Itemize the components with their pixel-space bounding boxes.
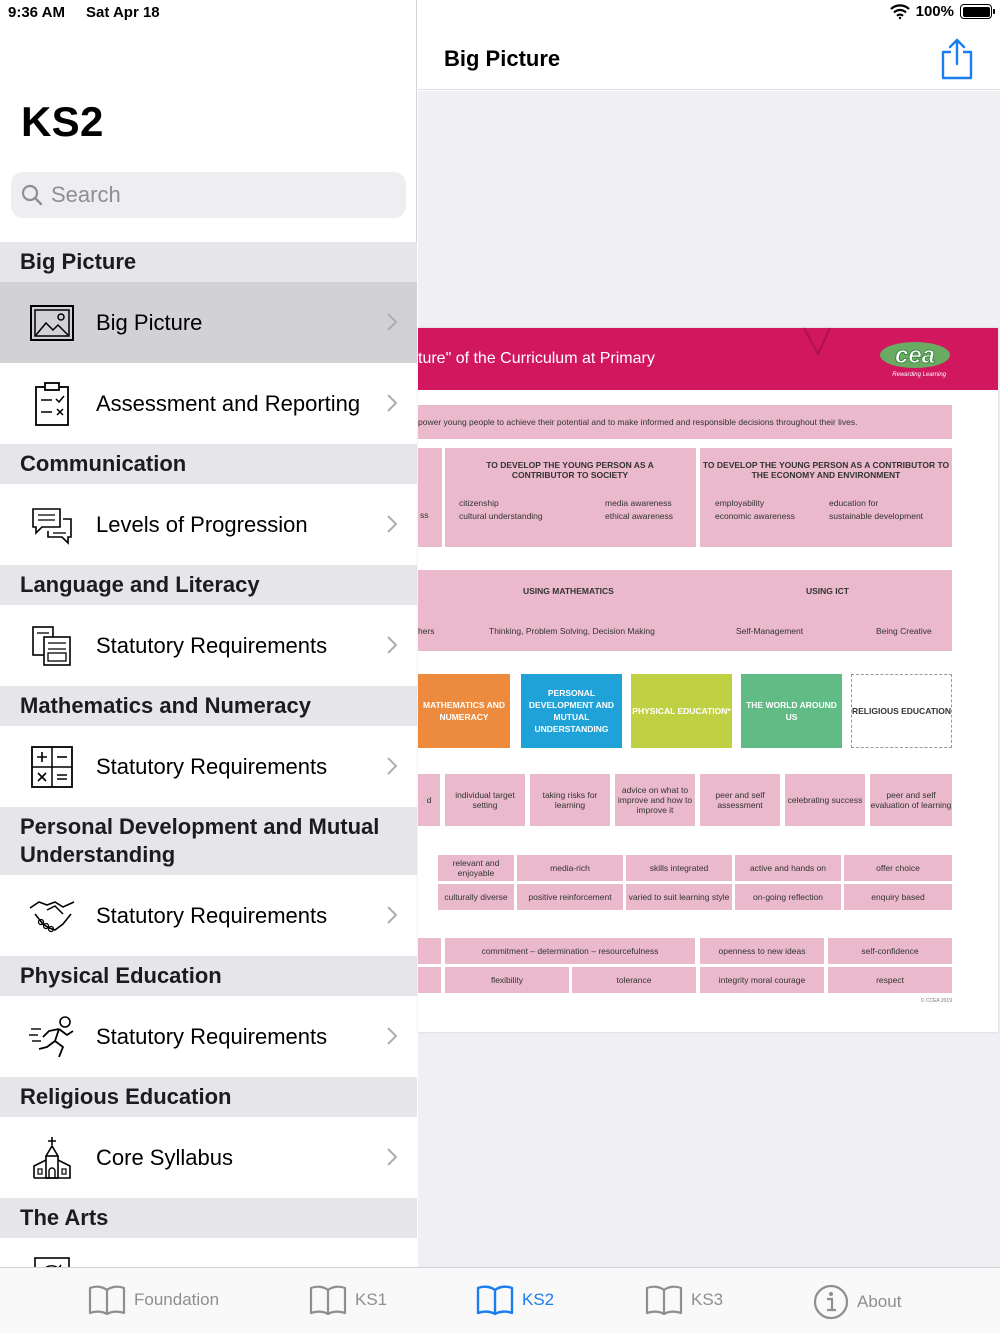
chevron-right-icon bbox=[385, 312, 399, 332]
header-decoration-icon bbox=[800, 328, 840, 356]
learning-item: offer choice bbox=[844, 855, 952, 881]
detail-nav-bar bbox=[418, 26, 1000, 90]
tab-bar bbox=[0, 1267, 1000, 1333]
search-input[interactable] bbox=[51, 182, 381, 208]
tab-label: KS1 bbox=[355, 1290, 388, 1309]
assessment-item: peer and self evaluation of learning bbox=[870, 774, 952, 826]
assessment-item: peer and self assessment bbox=[700, 774, 780, 826]
sidebar-item-label: Statutory Requirements bbox=[96, 632, 328, 658]
speech-bubbles-icon bbox=[30, 503, 74, 547]
sidebar-title: KS2 bbox=[21, 98, 104, 145]
sidebar-item-label: Statutory Requirements bbox=[96, 753, 328, 779]
attitude-frag-box bbox=[418, 967, 441, 993]
section-header-mathematics-and-numeracy: Mathematics and Numeracy bbox=[0, 686, 417, 726]
sidebar-item-maths-statutory-requirements[interactable] bbox=[0, 726, 417, 807]
sidebar-item-pe-statutory-requirements[interactable] bbox=[0, 996, 417, 1077]
sidebar bbox=[0, 0, 417, 1267]
learning-item: culturally diverse bbox=[438, 884, 514, 910]
skill-using-maths: USING MATHEMATICS bbox=[523, 586, 614, 596]
section-header-big-picture: Big Picture bbox=[0, 242, 417, 282]
attitude-item: commitment – determination – resourcefulness bbox=[445, 938, 695, 964]
books-icon bbox=[30, 624, 74, 668]
sidebar-item-label: Assessment and Reporting bbox=[96, 390, 361, 416]
sidebar-item-label: Statutory Requirements bbox=[96, 1023, 328, 1049]
sidebar-item-assessment-and-reporting[interactable] bbox=[0, 363, 417, 444]
big-picture-poster[interactable] bbox=[418, 328, 998, 1032]
sidebar-item-label: Big Picture bbox=[96, 309, 203, 335]
skill-using-ict: USING ICT bbox=[806, 586, 849, 596]
attitude-item: self-confidence bbox=[828, 938, 952, 964]
learning-item: enquiry based bbox=[844, 884, 952, 910]
chevron-right-icon bbox=[385, 514, 399, 534]
subject-pdmu: PERSONAL DEVELOPMENT AND MUTUAL UNDERSTANDING bbox=[521, 674, 622, 748]
chevron-right-icon bbox=[385, 393, 399, 413]
tab-ks1[interactable] bbox=[309, 1284, 387, 1316]
book-icon bbox=[476, 1284, 514, 1316]
section-header-the-arts: The Arts bbox=[0, 1198, 417, 1238]
tab-ks3[interactable] bbox=[645, 1284, 723, 1316]
objective-3-item: employability bbox=[715, 498, 765, 508]
battery-percent: 100% bbox=[915, 3, 954, 20]
chevron-right-icon bbox=[385, 1147, 399, 1167]
tab-label: KS3 bbox=[691, 1290, 724, 1309]
attitude-item: respect bbox=[828, 967, 952, 993]
cea-logo bbox=[878, 339, 952, 371]
runner-icon bbox=[30, 1015, 74, 1059]
church-icon bbox=[30, 1136, 74, 1180]
attitude-item: openness to new ideas bbox=[700, 938, 824, 964]
attitude-frag-box bbox=[418, 938, 441, 964]
tab-ks2[interactable] bbox=[476, 1284, 554, 1316]
poster-copyright: © CCEA 2019 bbox=[920, 998, 952, 1004]
objective-1-box bbox=[418, 448, 442, 547]
objective-3-title: TO DEVELOP THE YOUNG PERSON AS A CONTRIBUTOR TO THE ECONOMY AND ENVIRONMENT bbox=[702, 460, 950, 480]
attitude-item: tolerance bbox=[572, 967, 696, 993]
book-icon bbox=[309, 1284, 347, 1316]
clipboard-icon bbox=[30, 382, 74, 426]
subject-religious-education: RELIGIOUS EDUCATION bbox=[851, 674, 952, 748]
learning-item: on-going reflection bbox=[735, 884, 841, 910]
status-date: Sat Apr 18 bbox=[86, 4, 160, 21]
learning-item: active and hands on bbox=[735, 855, 841, 881]
skills-box bbox=[418, 570, 952, 651]
section-header-language-and-literacy: Language and Literacy bbox=[0, 565, 417, 605]
cea-logo-text: cea bbox=[894, 342, 936, 369]
book-icon bbox=[645, 1284, 683, 1316]
objective-3-item: education for bbox=[829, 498, 879, 508]
image-icon bbox=[30, 301, 74, 345]
section-header-religious-education: Religious Education bbox=[0, 1077, 417, 1117]
info-icon bbox=[813, 1284, 849, 1320]
chevron-right-icon bbox=[385, 635, 399, 655]
tab-foundation[interactable] bbox=[88, 1284, 219, 1316]
detail-title: Big Picture bbox=[444, 46, 561, 71]
sidebar-item-label: Statutory Requirements bbox=[96, 902, 328, 928]
learning-item: positive reinforcement bbox=[517, 884, 623, 910]
assessment-item: advice on what to improve and how to improve it bbox=[615, 774, 695, 826]
chevron-right-icon bbox=[385, 756, 399, 776]
share-icon[interactable] bbox=[940, 38, 974, 80]
tab-label: About bbox=[857, 1292, 902, 1311]
sidebar-item-levels-of-progression[interactable] bbox=[0, 484, 417, 565]
status-indicators bbox=[890, 3, 992, 20]
calculator-icon bbox=[30, 745, 74, 789]
sidebar-item-pdmu-statutory-requirements[interactable] bbox=[0, 875, 417, 956]
skill-thinking: Thinking, Problem Solving, Decision Making bbox=[489, 626, 655, 636]
assessment-item: celebrating success bbox=[785, 774, 865, 826]
chevron-right-icon bbox=[385, 1026, 399, 1046]
learning-item: varied to suit learning style bbox=[626, 884, 732, 910]
cea-tagline: Rewarding Learning bbox=[892, 372, 946, 378]
sidebar-item-big-picture[interactable] bbox=[0, 282, 417, 363]
search-icon bbox=[21, 184, 43, 206]
book-icon bbox=[88, 1284, 126, 1316]
objective-2-item: citizenship bbox=[459, 498, 499, 508]
assessment-item: taking risks for learning bbox=[530, 774, 610, 826]
assessment-item: d bbox=[418, 774, 440, 826]
sidebar-list bbox=[0, 242, 417, 1319]
section-header-communication: Communication bbox=[0, 444, 417, 484]
objective-3-item: economic awareness bbox=[715, 511, 795, 521]
learning-item: skills integrated bbox=[626, 855, 732, 881]
handshake-icon bbox=[30, 894, 74, 938]
subject-pe: PHYSICAL EDUCATION* bbox=[631, 674, 732, 748]
battery-icon bbox=[960, 4, 992, 19]
skill-being-creative: Being Creative bbox=[876, 626, 932, 636]
sidebar-item-label: Levels of Progression bbox=[96, 511, 308, 537]
poster-title: ture" of the Curriculum at Primary bbox=[418, 350, 655, 367]
tab-label: Foundation bbox=[134, 1290, 220, 1309]
learning-item: media-rich bbox=[517, 855, 623, 881]
objective-2-item: cultural understanding bbox=[459, 511, 543, 521]
sidebar-item-core-syllabus[interactable] bbox=[0, 1117, 417, 1198]
skill-frag: hers bbox=[418, 626, 435, 636]
tab-label: KS2 bbox=[522, 1290, 555, 1309]
sidebar-item-label: Core Syllabus bbox=[96, 1144, 233, 1170]
poster-aim bbox=[418, 405, 952, 439]
learning-item: relevant and enjoyable bbox=[438, 855, 514, 881]
tab-about[interactable] bbox=[813, 1284, 901, 1320]
assessment-item: individual target setting bbox=[445, 774, 525, 826]
detail-content bbox=[418, 91, 1000, 1267]
objective-3-box bbox=[700, 448, 952, 547]
status-bar bbox=[0, 0, 1000, 26]
attitude-item: flexibility bbox=[445, 967, 569, 993]
objective-2-box bbox=[445, 448, 696, 547]
objective-2-item: ethical awareness bbox=[605, 511, 674, 521]
sidebar-item-language-statutory-requirements[interactable] bbox=[0, 605, 417, 686]
search-bar[interactable] bbox=[11, 172, 406, 218]
objective-2-title: TO DEVELOP THE YOUNG PERSON AS A CONTRIBUTOR TO SOCIETY bbox=[486, 460, 654, 480]
section-header-pdmu: Personal Development and Mutual Understanding bbox=[0, 807, 417, 875]
chevron-right-icon bbox=[385, 905, 399, 925]
poster-aim-text: power young people to achieve their potential and to make informed and responsible decisions throughout their lives. bbox=[418, 417, 858, 427]
objective-2-item: media awareness bbox=[605, 498, 672, 508]
attitude-item: integrity moral courage bbox=[700, 967, 824, 993]
wifi-icon bbox=[890, 4, 910, 19]
status-time: 9:36 AM bbox=[8, 4, 65, 21]
poster-header bbox=[418, 328, 998, 390]
objective-3-item: sustainable development bbox=[829, 511, 924, 521]
section-header-physical-education: Physical Education bbox=[0, 956, 417, 996]
subject-world-around-us: THE WORLD AROUND US bbox=[741, 674, 842, 748]
skill-self-management: Self-Management bbox=[736, 626, 804, 636]
subject-maths: MATHEMATICS AND NUMERACY bbox=[418, 674, 510, 748]
objective-1-frag: ss bbox=[420, 510, 429, 520]
